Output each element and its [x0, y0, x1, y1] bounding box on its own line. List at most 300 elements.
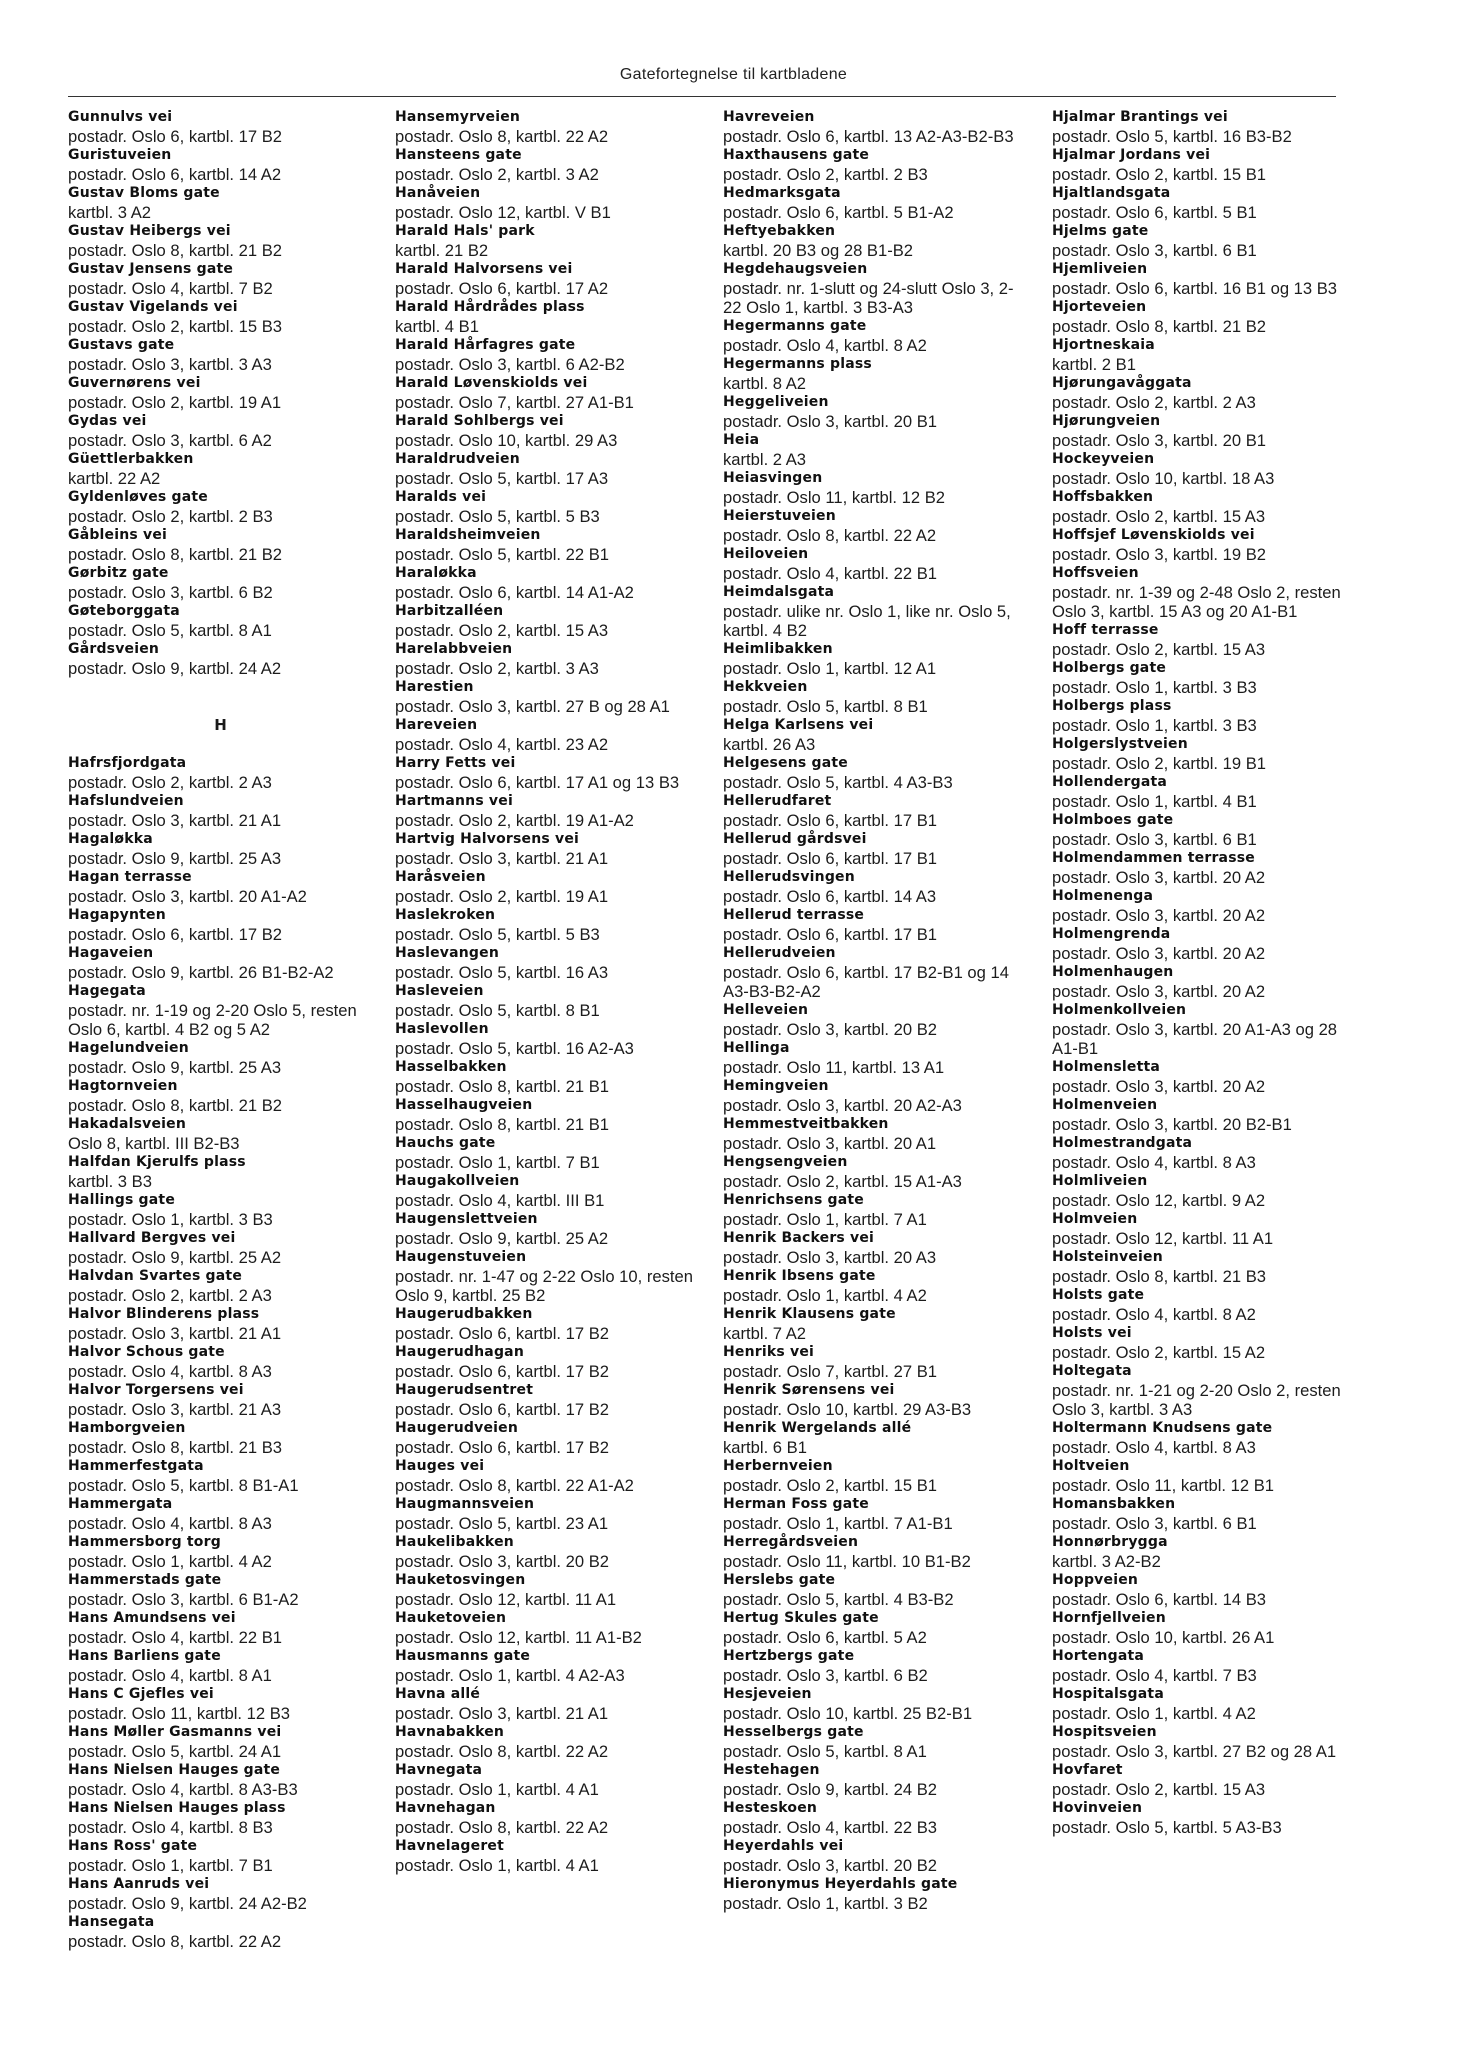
street-location: postadr. nr. 1-19 og 2-20 Oslo 5, resten Oslo 6, kartbl. 4 B2 og 5 A2	[68, 1001, 357, 1039]
street-location: postadr. Oslo 3, kartbl. 20 A2	[1052, 906, 1266, 925]
street-entry	[1052, 887, 1357, 925]
street-location: postadr. Oslo 3, kartbl. 21 A1	[68, 811, 282, 830]
street-entry	[68, 1305, 373, 1343]
street-location: postadr. Oslo 5, kartbl. 5 B3	[395, 925, 600, 944]
street-location: postadr. Oslo 2, kartbl. 19 A1-A2	[395, 811, 634, 830]
street-location: kartbl. 21 B2	[395, 241, 489, 260]
street-entry	[68, 412, 373, 450]
street-location: postadr. Oslo 11, kartbl. 13 A1	[723, 1058, 945, 1077]
street-location: postadr. Oslo 3, kartbl. 6 B2	[68, 583, 273, 602]
street-location: postadr. Oslo 5, kartbl. 8 B1	[395, 1001, 600, 1020]
street-location: kartbl. 4 B1	[395, 317, 479, 336]
street-name: Holmensletta	[1052, 1059, 1161, 1075]
street-location: postadr. Oslo 3, kartbl. 6 B1	[1052, 1514, 1257, 1533]
street-name: Havnelageret	[395, 1838, 505, 1854]
street-entry	[723, 754, 1028, 792]
street-location: postadr. Oslo 3, kartbl. 20 A1-A3 og 28 A1-B1	[1052, 1020, 1338, 1058]
street-entry	[68, 260, 373, 298]
street-entry	[723, 1267, 1028, 1305]
street-location: postadr. Oslo 5, kartbl. 5 B3	[395, 507, 600, 526]
street-name: Hans C Gjefles vei	[68, 1686, 214, 1702]
street-name: Gårdsveien	[68, 641, 160, 657]
street-entry	[395, 1571, 700, 1609]
street-entry	[395, 146, 700, 184]
street-location: postadr. Oslo 6, kartbl. 17 B2	[395, 1324, 609, 1343]
street-location: postadr. Oslo 9, kartbl. 24 A2-B2	[68, 1894, 307, 1913]
street-name: Helgesens gate	[723, 755, 848, 771]
street-entry	[723, 1381, 1028, 1419]
street-location: postadr. Oslo 8, kartbl. 22 A2	[395, 1742, 609, 1761]
street-location: postadr. Oslo 2, kartbl. 3 A3	[395, 659, 599, 678]
street-entry	[723, 1723, 1028, 1761]
street-name: Heimlibakken	[723, 641, 833, 657]
street-name: Herbernveien	[723, 1458, 833, 1474]
street-entry	[68, 1077, 373, 1115]
street-entry	[1052, 811, 1357, 849]
street-entry	[395, 1172, 700, 1210]
street-name: Henrik Sørensens vei	[723, 1382, 895, 1398]
street-name: Hegermanns plass	[723, 356, 872, 372]
street-entry	[395, 412, 700, 450]
street-entry	[68, 1191, 373, 1229]
street-name: Holmenenga	[1052, 888, 1154, 904]
street-entry	[395, 868, 700, 906]
street-location: postadr. Oslo 4, kartbl. III B1	[395, 1191, 605, 1210]
street-entry	[723, 1153, 1028, 1191]
street-entry	[723, 184, 1028, 222]
street-location: postadr. Oslo 6, kartbl. 17 B2	[395, 1362, 609, 1381]
street-name: Hans Barliens gate	[68, 1648, 221, 1664]
street-location: postadr. Oslo 8, kartbl. 21 B2	[68, 241, 282, 260]
street-name: Hegdehaugsveien	[723, 261, 868, 277]
street-entry	[68, 792, 373, 830]
street-location: postadr. Oslo 4, kartbl. 8 A3	[1052, 1438, 1256, 1457]
street-location: postadr. Oslo 12, kartbl. 11 A1-B2	[395, 1628, 642, 1647]
street-entry	[723, 1495, 1028, 1533]
street-name: Hjalmar Brantings vei	[1052, 109, 1228, 125]
street-location: postadr. Oslo 4, kartbl. 22 B1	[723, 564, 937, 583]
street-entry	[68, 1571, 373, 1609]
section-letter: H	[214, 716, 227, 734]
street-location: postadr. Oslo 9, kartbl. 24 B2	[723, 1780, 937, 1799]
street-name: Hortengata	[1052, 1648, 1145, 1664]
street-name: Heimdalsgata	[723, 584, 835, 600]
street-name: Honnørbrygga	[1052, 1534, 1168, 1550]
street-entry	[68, 184, 373, 222]
street-location: postadr. Oslo 3, kartbl. 20 A1	[723, 1134, 937, 1153]
street-name: Gustavs gate	[68, 337, 175, 353]
street-entry	[723, 1837, 1028, 1875]
street-entry	[68, 1381, 373, 1419]
street-location: postadr. Oslo 1, kartbl. 7 A1-B1	[723, 1514, 953, 1533]
street-location: kartbl. 3 A2-B2	[1052, 1552, 1161, 1571]
street-entry	[68, 602, 373, 640]
street-name: Henrik Backers vei	[723, 1230, 875, 1246]
street-location: postadr. Oslo 10, kartbl. 29 A3-B3	[723, 1400, 972, 1419]
street-entry	[68, 1419, 373, 1457]
street-entry	[1052, 108, 1357, 146]
street-name: Halvor Schous gate	[68, 1344, 225, 1360]
street-entry	[1052, 621, 1357, 659]
street-entry	[1052, 1210, 1357, 1248]
street-location: postadr. Oslo 10, kartbl. 25 B2-B1	[723, 1704, 973, 1723]
street-entry	[68, 526, 373, 564]
street-location: postadr. Oslo 3, kartbl. 20 A2	[1052, 1077, 1266, 1096]
street-name: Hellerudsvingen	[723, 869, 855, 885]
street-name: Hjørungavåggata	[1052, 375, 1192, 391]
street-name: Haralds vei	[395, 489, 487, 505]
street-entry	[723, 317, 1028, 355]
street-name: Haraløkka	[395, 565, 477, 581]
street-name: Holsts vei	[1052, 1325, 1132, 1341]
street-entry	[68, 1723, 373, 1761]
street-entry	[1052, 963, 1357, 1001]
street-name: Hammerstads gate	[68, 1572, 222, 1588]
street-entry	[723, 1609, 1028, 1647]
street-entry	[723, 222, 1028, 260]
street-location: postadr. Oslo 4, kartbl. 8 A3	[68, 1514, 272, 1533]
street-name: Hornfjellveien	[1052, 1610, 1166, 1626]
street-entry	[68, 108, 373, 146]
street-name: Hansegata	[68, 1914, 155, 1930]
street-location: postadr. Oslo 6, kartbl. 14 A2	[68, 165, 282, 184]
street-entry	[723, 355, 1028, 393]
street-location: postadr. Oslo 6, kartbl. 17 B1	[723, 811, 937, 830]
street-name: Harald Halvorsens vei	[395, 261, 573, 277]
street-entry	[68, 1875, 373, 1913]
street-entry	[1052, 1001, 1357, 1058]
street-entry	[1052, 1172, 1357, 1210]
street-name: Hagan terrasse	[68, 869, 192, 885]
street-entry	[1052, 773, 1357, 811]
street-entry	[68, 222, 373, 260]
street-name: Hareveien	[395, 717, 478, 733]
street-name: Hans Nielsen Hauges gate	[68, 1762, 281, 1778]
street-name: Hoppveien	[1052, 1572, 1139, 1588]
street-entry	[68, 1039, 373, 1077]
street-entry	[395, 906, 700, 944]
street-name: Hjortneskaia	[1052, 337, 1155, 353]
street-location: postadr. Oslo 3, kartbl. 6 B1-A2	[68, 1590, 299, 1609]
street-location: postadr. Oslo 4, kartbl. 8 A3	[68, 1362, 272, 1381]
street-name: Helga Karlsens vei	[723, 717, 874, 733]
street-location: postadr. Oslo 2, kartbl. 15 B1	[723, 1476, 937, 1495]
street-location: postadr. Oslo 6, kartbl. 17 B1	[723, 925, 937, 944]
street-name: Holmestrandgata	[1052, 1135, 1193, 1151]
street-name: Holgerslystveien	[1052, 736, 1188, 752]
street-entry	[723, 944, 1028, 1001]
street-location: postadr. nr. 1-21 og 2-20 Oslo 2, resten Oslo 3, kartbl. 3 A3	[1052, 1381, 1341, 1419]
street-location: postadr. Oslo 1, kartbl. 4 A2	[723, 1286, 927, 1305]
street-name: Halvdan Svartes gate	[68, 1268, 243, 1284]
street-entry	[723, 146, 1028, 184]
street-name: Hanåveien	[395, 185, 481, 201]
street-name: Hans Nielsen Hauges plass	[68, 1800, 286, 1816]
street-entry	[723, 1115, 1028, 1153]
street-name: Hjaltlandsgata	[1052, 185, 1171, 201]
street-name: Holmveien	[1052, 1211, 1138, 1227]
street-entry	[395, 222, 700, 260]
street-name: Holtegata	[1052, 1363, 1132, 1379]
street-location: postadr. Oslo 1, kartbl. 3 B3	[68, 1210, 273, 1229]
street-location: postadr. Oslo 5, kartbl. 8 B1	[723, 697, 928, 716]
street-location: postadr. Oslo 6, kartbl. 17 B2	[395, 1400, 609, 1419]
street-location: postadr. Oslo 3, kartbl. 20 A2	[1052, 944, 1266, 963]
street-location: postadr. Oslo 5, kartbl. 22 B1	[395, 545, 609, 564]
street-entry	[68, 1647, 373, 1685]
street-entry	[723, 260, 1028, 317]
street-entry	[1052, 1571, 1357, 1609]
street-name: Hovfaret	[1052, 1762, 1123, 1778]
street-name: Hartmanns vei	[395, 793, 513, 809]
street-location: postadr. Oslo 1, kartbl. 12 A1	[723, 659, 937, 678]
street-entry	[68, 944, 373, 982]
street-entry	[395, 564, 700, 602]
street-location: postadr. Oslo 9, kartbl. 25 A3	[68, 849, 282, 868]
street-name: Havnabakken	[395, 1724, 505, 1740]
street-location: postadr. Oslo 1, kartbl. 4 B1	[1052, 792, 1257, 811]
street-name: Henrik Wergelands allé	[723, 1420, 912, 1436]
street-location: postadr. Oslo 8, kartbl. 22 A2	[723, 526, 937, 545]
street-name: Hauketoveien	[395, 1610, 507, 1626]
street-name: Haugerudhagan	[395, 1344, 524, 1360]
street-entry	[723, 1001, 1028, 1039]
street-name: Hagtornveien	[68, 1078, 178, 1094]
street-location: kartbl. 3 A2	[68, 203, 152, 222]
street-name: Hauketosvingen	[395, 1572, 526, 1588]
street-name: Hesjeveien	[723, 1686, 812, 1702]
street-entry	[723, 640, 1028, 678]
street-name: Hjelms gate	[1052, 223, 1149, 239]
street-location: postadr. Oslo 4, kartbl. 22 B3	[723, 1818, 937, 1837]
street-name: Halvor Torgersens vei	[68, 1382, 244, 1398]
street-name: Hansemyrveien	[395, 109, 521, 125]
street-location: postadr. Oslo 3, kartbl. 19 B2	[1052, 545, 1266, 564]
street-location: postadr. Oslo 1, kartbl. 4 A2	[1052, 1704, 1256, 1723]
street-location: postadr. Oslo 11, kartbl. 12 B3	[68, 1704, 290, 1723]
street-entry	[1052, 1419, 1357, 1457]
street-entry	[723, 431, 1028, 469]
street-name: Hansteens gate	[395, 147, 522, 163]
street-name: Hoff terrasse	[1052, 622, 1159, 638]
street-location: postadr. Oslo 3, kartbl. 20 B2	[723, 1020, 937, 1039]
street-location: Oslo 8, kartbl. III B2-B3	[68, 1134, 240, 1153]
street-entry	[68, 1457, 373, 1495]
street-name: Holmliveien	[1052, 1173, 1148, 1189]
street-location: postadr. Oslo 10, kartbl. 26 A1	[1052, 1628, 1275, 1647]
street-name: Holmendammen terrasse	[1052, 850, 1255, 866]
street-location: postadr. Oslo 12, kartbl. 9 A2	[1052, 1191, 1266, 1210]
street-entry	[723, 1039, 1028, 1077]
street-name: Hospitsveien	[1052, 1724, 1157, 1740]
street-name: Hammersborg torg	[68, 1534, 221, 1550]
street-location: postadr. Oslo 6, kartbl. 5 A2	[723, 1628, 927, 1647]
street-entry	[395, 792, 700, 830]
street-name: Hellerud terrasse	[723, 907, 865, 923]
street-location: postadr. Oslo 6, kartbl. 16 B1 og 13 B3	[1052, 279, 1338, 298]
street-entry	[1052, 526, 1357, 564]
street-entry	[395, 1381, 700, 1419]
street-entry	[68, 1533, 373, 1571]
street-entry	[1052, 1609, 1357, 1647]
street-location: postadr. Oslo 8, kartbl. 21 B3	[1052, 1267, 1266, 1286]
street-location: postadr. nr. 1-slutt og 24-slutt Oslo 3, 2-22 Oslo 1, kartbl. 3 B3-A3	[723, 279, 1014, 317]
street-name: Halfdan Kjerulfs plass	[68, 1154, 246, 1170]
street-entry	[1052, 222, 1357, 260]
street-entry	[395, 1457, 700, 1495]
street-entry	[68, 1913, 373, 1951]
street-location: postadr. Oslo 4, kartbl. 8 B3	[68, 1818, 273, 1837]
street-entry	[723, 792, 1028, 830]
street-location: postadr. Oslo 3, kartbl. 6 B1	[1052, 241, 1257, 260]
street-entry	[723, 1419, 1028, 1457]
street-entry	[723, 1799, 1028, 1837]
street-location: kartbl. 3 B3	[68, 1172, 152, 1191]
street-entry	[1052, 1286, 1357, 1324]
street-name: Hellerud gårdsvei	[723, 831, 867, 847]
street-entry	[1052, 925, 1357, 963]
spacer	[68, 697, 373, 716]
street-name: Havna allé	[395, 1686, 481, 1702]
street-entry	[68, 1343, 373, 1381]
street-entry	[395, 1799, 700, 1837]
street-entry	[68, 640, 373, 678]
street-entry	[68, 1495, 373, 1533]
street-location: postadr. Oslo 5, kartbl. 17 A3	[395, 469, 609, 488]
street-name: Harald Sohlbergs vei	[395, 413, 564, 429]
street-name: Harelabbveien	[395, 641, 513, 657]
street-name: Haxthausens gate	[723, 147, 870, 163]
street-name: Haugmannsveien	[395, 1496, 535, 1512]
street-location: postadr. Oslo 1, kartbl. 3 B3	[1052, 678, 1257, 697]
street-name: Guristuveien	[68, 147, 172, 163]
street-name: Guvernørens vei	[68, 375, 201, 391]
street-location: postadr. Oslo 4, kartbl. 7 B2	[68, 279, 273, 298]
street-location: postadr. Oslo 4, kartbl. 8 A2	[1052, 1305, 1256, 1324]
street-location: postadr. Oslo 3, kartbl. 6 B2	[723, 1666, 928, 1685]
street-entry	[1052, 1723, 1357, 1761]
street-name: Holmenhaugen	[1052, 964, 1174, 980]
street-entry	[395, 1096, 700, 1134]
street-name: Halvor Blinderens plass	[68, 1306, 260, 1322]
street-location: postadr. Oslo 4, kartbl. 8 A3-B3	[68, 1780, 298, 1799]
street-entry	[395, 1723, 700, 1761]
street-location: postadr. Oslo 9, kartbl. 26 B1-B2-A2	[68, 963, 334, 982]
street-name: Hagaløkka	[68, 831, 153, 847]
street-entry	[1052, 336, 1357, 374]
street-location: postadr. Oslo 4, kartbl. 8 A3	[1052, 1153, 1256, 1172]
street-location: postadr. Oslo 3, kartbl. 21 A1	[68, 1324, 282, 1343]
street-location: postadr. Oslo 5, kartbl. 16 B3-B2	[1052, 127, 1292, 146]
street-location: postadr. Oslo 6, kartbl. 17 B2	[68, 127, 282, 146]
spacer	[68, 735, 373, 754]
street-location: postadr. Oslo 5, kartbl. 4 B3-B2	[723, 1590, 954, 1609]
street-name: Haraldsheimveien	[395, 527, 541, 543]
street-location: postadr. Oslo 3, kartbl. 20 B1	[723, 412, 937, 431]
street-location: postadr. Oslo 6, kartbl. 13 A2-A3-B2-B3	[723, 127, 1014, 146]
street-location: postadr. Oslo 11, kartbl. 12 B1	[1052, 1476, 1274, 1495]
street-name: Hagaveien	[68, 945, 154, 961]
street-name: Hellerudfaret	[723, 793, 832, 809]
street-location: postadr. Oslo 2, kartbl. 15 A3	[395, 621, 609, 640]
street-name: Haugerudbakken	[395, 1306, 533, 1322]
street-entry	[68, 1115, 373, 1153]
street-entry	[395, 982, 700, 1020]
street-name: Haugerudveien	[395, 1420, 519, 1436]
street-location: postadr. Oslo 3, kartbl. 20 A2-A3	[723, 1096, 962, 1115]
street-location: postadr. ulike nr. Oslo 1, like nr. Oslo 5, kartbl. 4 B2	[723, 602, 1011, 640]
street-name: Hans Aanruds vei	[68, 1876, 210, 1892]
street-name: Homansbakken	[1052, 1496, 1176, 1512]
street-name: Gåbleins vei	[68, 527, 168, 543]
street-location: postadr. Oslo 2, kartbl. 2 B3	[68, 507, 273, 526]
street-entry	[68, 1609, 373, 1647]
street-entry	[68, 298, 373, 336]
street-name: Hagapynten	[68, 907, 166, 923]
street-entry	[1052, 450, 1357, 488]
street-location: postadr. Oslo 3, kartbl. 6 A2-B2	[395, 355, 625, 374]
street-entry	[395, 108, 700, 146]
street-location: postadr. Oslo 6, kartbl. 17 B1	[723, 849, 937, 868]
street-name: Gustav Bloms gate	[68, 185, 220, 201]
street-name: Heia	[723, 432, 760, 448]
street-location: postadr. Oslo 9, kartbl. 25 A3	[68, 1058, 282, 1077]
street-location: postadr. Oslo 6, kartbl. 17 B2	[395, 1438, 609, 1457]
street-entry	[68, 982, 373, 1039]
street-entry	[395, 184, 700, 222]
street-location: postadr. Oslo 2, kartbl. 15 A3	[1052, 1780, 1266, 1799]
street-name: Harald Hårdrådes plass	[395, 299, 585, 315]
street-name: Herregårdsveien	[723, 1534, 859, 1550]
street-entry	[68, 1837, 373, 1875]
street-name: Hafslundveien	[68, 793, 184, 809]
street-name: Hellerudveien	[723, 945, 836, 961]
street-name: Holmenveien	[1052, 1097, 1158, 1113]
street-name: Heierstuveien	[723, 508, 836, 524]
street-location: postadr. Oslo 1, kartbl. 7 A1	[723, 1210, 927, 1229]
street-entry	[1052, 697, 1357, 735]
street-location: postadr. Oslo 2, kartbl. 2 B3	[723, 165, 928, 184]
street-location: postadr. Oslo 6, kartbl. 14 B3	[1052, 1590, 1266, 1609]
street-entry	[395, 1343, 700, 1381]
street-name: Hasselhaugveien	[395, 1097, 533, 1113]
street-name: Hertug Skules gate	[723, 1610, 879, 1626]
street-name: Henrik Ibsens gate	[723, 1268, 876, 1284]
street-entry	[723, 1457, 1028, 1495]
street-entry	[395, 602, 700, 640]
street-location: postadr. Oslo 6, kartbl. 14 A3	[723, 887, 937, 906]
street-entry	[395, 336, 700, 374]
street-location: postadr. Oslo 5, kartbl. 8 B1-A1	[68, 1476, 299, 1495]
street-location: postadr. Oslo 5, kartbl. 16 A2-A3	[395, 1039, 634, 1058]
street-name: Haslevangen	[395, 945, 500, 961]
street-entry	[68, 868, 373, 906]
street-name: Hjalmar Jordans vei	[1052, 147, 1211, 163]
street-entry	[1052, 1533, 1357, 1571]
street-entry	[1052, 412, 1357, 450]
street-location: postadr. Oslo 3, kartbl. 20 A1-A2	[68, 887, 307, 906]
street-name: Henrichsens gate	[723, 1192, 865, 1208]
street-entry	[68, 1267, 373, 1305]
street-entry	[68, 830, 373, 868]
street-location: postadr. Oslo 6, kartbl. 17 A1 og 13 B3	[395, 773, 680, 792]
street-name: Haugerudsentret	[395, 1382, 534, 1398]
street-entry	[723, 678, 1028, 716]
street-location: postadr. Oslo 3, kartbl. 20 B2	[723, 1856, 937, 1875]
street-location: postadr. Oslo 12, kartbl. V B1	[395, 203, 611, 222]
street-location: postadr. Oslo 8, kartbl. 21 B1	[395, 1115, 609, 1134]
street-entry	[68, 754, 373, 792]
